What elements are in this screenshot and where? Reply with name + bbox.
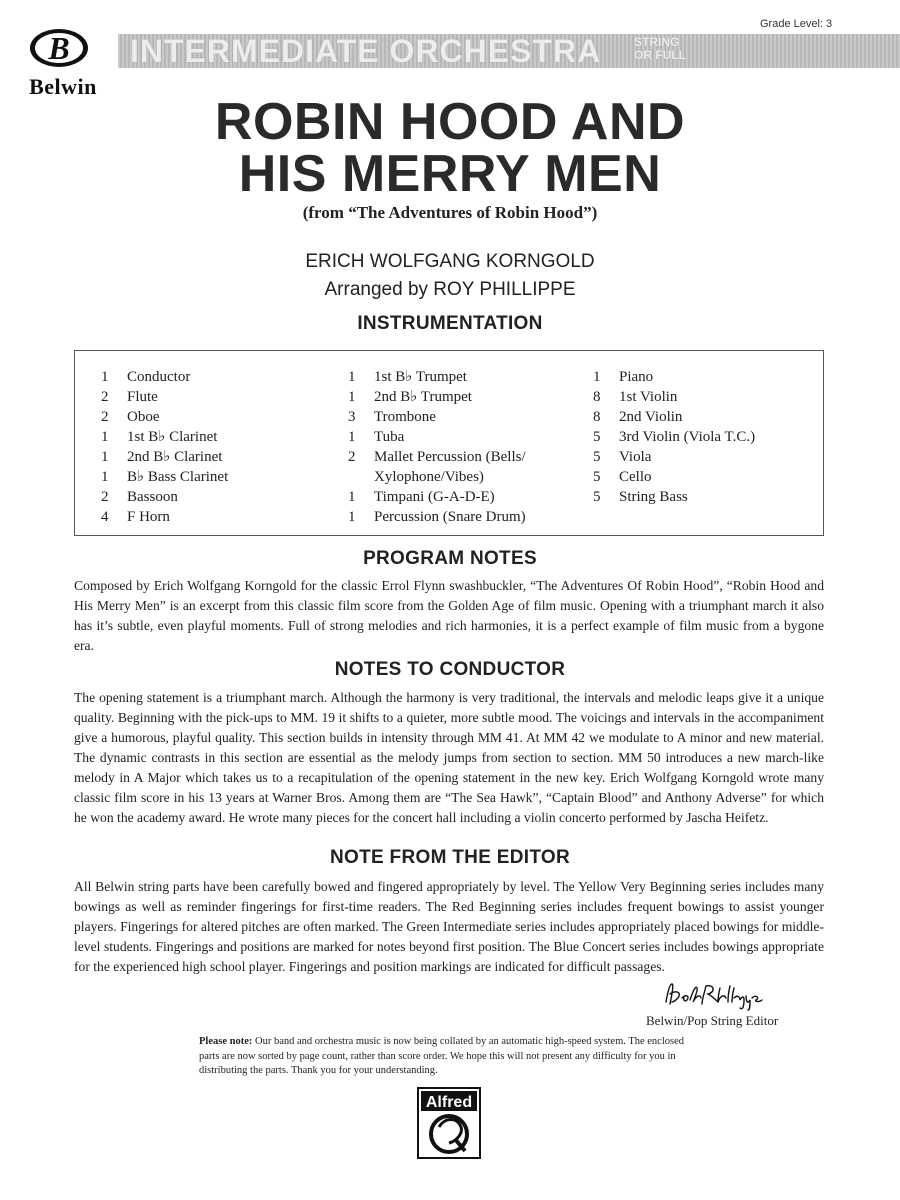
title-line-1: ROBIN HOOD AND <box>214 93 686 151</box>
page-title <box>0 93 900 203</box>
instrument-qty: 1 <box>348 429 356 445</box>
svg-text:Alfred: Alfred <box>425 1094 473 1111</box>
instrument-name: Cello <box>619 469 652 485</box>
instrument-name: Trombone <box>374 409 436 425</box>
note-from-editor-text: All Belwin string parts have been carefully bowed and fingered appropriately by level. The Yellow Very Beginning series includes many bowings as well as reminder fingerings for first-time readers. The Red Beginning series includes frequent bowings to assist younger players. Fingerings for altered pitches are often marked. The Green Intermediate series includes appropriately placed bowings for middle-level students. Fingerings and positions are marked for notes beyond first position. The Blue Concert series includes bowings appropriate for the experienced high school player. Fingerings and position markings are indicated for difficult passages. <box>74 879 824 974</box>
instrument-name: 1st Violin <box>619 389 678 405</box>
instrument-qty: 5 <box>593 429 601 445</box>
instrument-row <box>348 427 526 447</box>
instrument-row <box>593 387 755 407</box>
instrument-name: Flute <box>127 389 158 405</box>
instrument-qty <box>348 467 374 487</box>
instrument-column-2 <box>348 367 526 527</box>
instrument-row <box>348 487 526 507</box>
arranger: Arranged by ROY PHILLIPPE <box>324 279 576 300</box>
instrument-row <box>348 447 526 467</box>
instrument-name: F Horn <box>127 509 170 525</box>
instrument-name: 1st B♭ Trumpet <box>374 369 467 385</box>
instrument-name: Mallet Percussion (Bells/ <box>374 449 526 465</box>
instrument-name: Percussion (Snare Drum) <box>374 509 526 525</box>
please-note-text: Our band and orchestra music is now being collated by an automatic high-speed system. The enclosed parts are now sorted by page count, rather than score order. We hope this will not present any difficulty for you in distributing the parts. Thank you for your understanding. <box>199 1036 685 1076</box>
title-line-2: HIS MERRY MEN <box>238 145 662 203</box>
series-sub-line2: OR FULL <box>634 48 686 62</box>
instrument-column-3 <box>593 367 755 507</box>
instrument-name: 2nd B♭ Trumpet <box>374 389 472 405</box>
grade-level: Grade Level: 3 <box>760 18 833 30</box>
instrument-qty: 1 <box>101 449 109 465</box>
instrument-qty: 1 <box>348 389 356 405</box>
alfred-logo-icon <box>417 1087 481 1159</box>
instrumentation-box <box>74 350 824 536</box>
instrument-name: Bassoon <box>127 489 178 505</box>
please-note <box>199 1035 701 1079</box>
instrument-row <box>101 507 228 527</box>
instrument-qty: 1 <box>101 369 109 385</box>
instrument-row <box>593 447 755 467</box>
notes-to-conductor-text: The opening statement is a triumphant march. Although the harmony is very traditional, the intervals and melodic leaps give it a unique quality. Beginning with the pick-ups to MM. 19 it shifts to a quieter, more subtle mood. The voicings and intervals in the accompaniment give a humorous, playful quality. This section builds in intensity through MM 41. At MM 42 we modulate to A minor and new material. The dynamic contrasts in this section are essential as the melody jumps from section to section. MM 50 introduces a new march-like melody in A Major which takes us to a recapitulation of the opening statement in the new key. Erich Wolfgang Korngold wrote many classic film score in his 13 years at Warner Bros. Among them are “The Sea Hawk”, “Captain Blood” and Anthony Adverse” for which he won the academy award. He wrote many pieces for the concert hall including a violin concerto performed by Jascha Heifetz. <box>74 690 824 825</box>
instrument-name: Conductor <box>127 369 191 385</box>
instrument-row <box>593 407 755 427</box>
subtitle: (from “The Adventures of Robin Hood”) <box>302 203 598 222</box>
instrument-name: 2nd Violin <box>619 409 683 425</box>
belwin-b-logo-icon <box>28 26 90 70</box>
instrument-row <box>593 487 755 507</box>
instrument-qty: 2 <box>101 409 109 425</box>
please-note-label: Please note: <box>199 1036 253 1047</box>
instrument-row <box>593 427 755 447</box>
instrument-qty: 5 <box>593 489 601 505</box>
series-subtitle <box>634 36 686 62</box>
instrument-qty: 1 <box>348 369 356 385</box>
instrument-qty: 1 <box>348 509 356 525</box>
instrument-row <box>348 367 526 387</box>
instrument-qty: 5 <box>593 469 601 485</box>
editor-signature <box>660 980 810 1012</box>
notes-to-conductor-heading: NOTES TO CONDUCTOR <box>334 659 566 680</box>
instrument-name: Timpani (G-A-D-E) <box>374 489 495 505</box>
instrument-row <box>593 467 755 487</box>
signature-caption: Belwin/Pop String Editor <box>646 1013 779 1028</box>
note-from-editor-heading: NOTE FROM THE EDITOR <box>330 847 570 868</box>
instrument-row <box>101 427 228 447</box>
instrument-qty: 4 <box>101 509 109 525</box>
instrument-qty: 1 <box>348 489 356 505</box>
instrument-name: Piano <box>619 369 654 385</box>
instrument-column-1 <box>101 367 228 527</box>
instrument-qty: 3 <box>348 409 356 425</box>
series-sub-line1: STRING <box>634 35 680 49</box>
publisher-name: Belwin <box>29 74 97 99</box>
instrument-row <box>348 387 526 407</box>
instrument-row <box>101 367 228 387</box>
instrument-qty: 1 <box>101 429 109 445</box>
series-title: INTERMEDIATE ORCHESTRA <box>130 33 602 69</box>
instrument-qty: 8 <box>593 409 601 425</box>
instrument-qty: 2 <box>348 449 356 465</box>
instrument-row <box>593 367 755 387</box>
instrument-name: Tuba <box>374 429 405 445</box>
instrument-qty: 1 <box>101 469 109 485</box>
instrument-row <box>101 487 228 507</box>
svg-text:B: B <box>48 30 70 66</box>
instrument-row <box>348 467 526 487</box>
program-notes-text: Composed by Erich Wolfgang Korngold for the classic Errol Flynn swashbuckler, “The Adventures Of Robin Hood”, “Robin Hood and His Merry Men” is an excerpt from this classic film score from the Golden Age of film music. Opening with a triumphant march it also has it’s subtle, even playful moments. Full of strong melodies and rich harmonies, it is a perfect example of film music from a bygone era. <box>74 578 824 653</box>
instrument-qty: 5 <box>593 449 601 465</box>
instrument-name: 1st B♭ Clarinet <box>127 429 218 445</box>
instrumentation-heading: INSTRUMENTATION <box>357 313 543 334</box>
instrument-name: String Bass <box>619 489 688 505</box>
composer: ERICH WOLFGANG KORNGOLD <box>305 251 595 272</box>
instrument-row <box>348 507 526 527</box>
instrument-name: 3rd Violin (Viola T.C.) <box>619 429 756 445</box>
instrument-row <box>101 387 228 407</box>
instrument-name: Viola <box>619 449 652 465</box>
instrument-name: B♭ Bass Clarinet <box>127 469 229 485</box>
instrument-row <box>348 407 526 427</box>
instrument-qty: 1 <box>593 369 601 385</box>
instrument-row <box>101 447 228 467</box>
instrument-name: Oboe <box>127 409 160 425</box>
instrument-name: Xylophone/Vibes) <box>374 469 484 485</box>
instrument-row <box>101 407 228 427</box>
instrument-qty: 2 <box>101 389 109 405</box>
instrument-name: 2nd B♭ Clarinet <box>127 449 223 465</box>
program-notes-heading: PROGRAM NOTES <box>363 548 537 569</box>
instrument-row <box>101 467 228 487</box>
instrument-qty: 2 <box>101 489 109 505</box>
instrument-qty: 8 <box>593 389 601 405</box>
